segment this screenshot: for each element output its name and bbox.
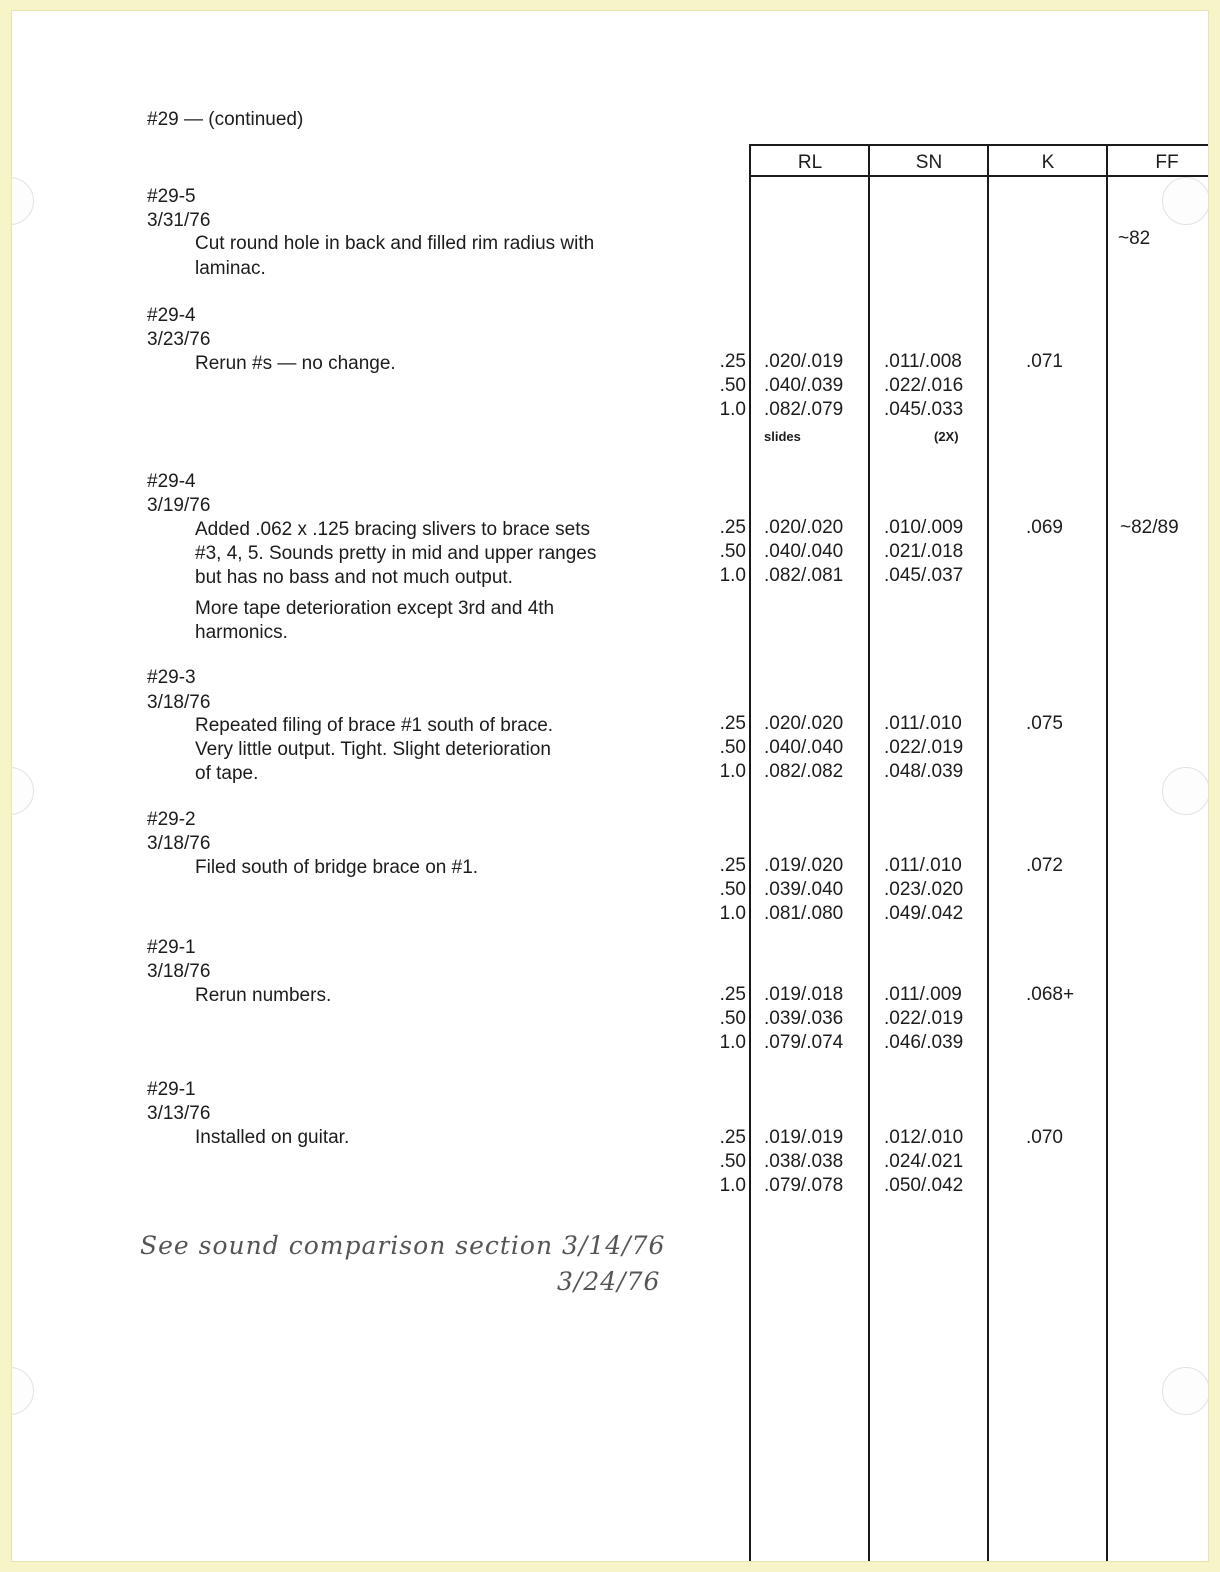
entry-note: Rerun #s — no change. [195, 353, 396, 374]
entry-note: of tape. [195, 763, 259, 784]
sn-value: .011/.010 [884, 713, 962, 734]
scale-label: .50 [719, 879, 746, 900]
scale-label: 1.0 [719, 903, 746, 924]
entry-note: Added .062 x .125 bracing slivers to brace sets [195, 519, 591, 540]
column-divider [749, 144, 751, 1561]
handwritten-date: 3/24/76 [557, 1267, 661, 1296]
sn-value: .022/.019 [884, 737, 964, 758]
page-header: #29 — (continued) [147, 109, 304, 130]
entry-note: laminac. [195, 258, 266, 279]
entry-note: Repeated filing of brace #1 south of brace. [195, 715, 554, 736]
punch-hole [12, 1367, 34, 1415]
sn-value: .012/.010 [884, 1127, 964, 1148]
entry-note: harmonics. [195, 622, 288, 643]
sn-value: .046/.039 [884, 1032, 964, 1053]
sn-value: .011/.010 [884, 855, 962, 876]
entry-note: Filed south of bridge brace on #1. [195, 857, 479, 878]
rl-value: .079/.074 [764, 1032, 844, 1053]
ff-value: ~82/89 [1120, 517, 1179, 538]
sn-value: .022/.019 [884, 1008, 964, 1029]
rl-value: .019/.020 [764, 855, 844, 876]
k-value: .069 [1026, 517, 1063, 538]
entry-note: but has no bass and not much output. [195, 567, 513, 588]
scale-label: .25 [719, 517, 746, 538]
entry-id: #29-5 [147, 186, 196, 207]
sn-value: .022/.016 [884, 375, 964, 396]
entry-note: Installed on guitar. [195, 1127, 350, 1148]
scale-label: 1.0 [719, 1175, 746, 1196]
ff-value: ~82 [1118, 228, 1151, 249]
sn-value: .049/.042 [884, 903, 964, 924]
header-rule [749, 175, 1208, 177]
column-header-k: K [1041, 152, 1055, 173]
scale-label: .25 [719, 984, 746, 1005]
rl-value: .082/.082 [764, 761, 844, 782]
sn-value: .045/.033 [884, 399, 964, 420]
sn-value: .011/.009 [884, 984, 962, 1005]
rl-value: .040/.039 [764, 375, 844, 396]
scale-label: .50 [719, 1151, 746, 1172]
scale-label: .50 [719, 1008, 746, 1029]
rl-value: .079/.078 [764, 1175, 844, 1196]
sn-value: .045/.037 [884, 565, 964, 586]
entry-note: Very little output. Tight. Slight deterioration [195, 739, 551, 760]
scale-label: 1.0 [719, 1032, 746, 1053]
entry-id: #29-3 [147, 667, 196, 688]
scale-label: .25 [719, 713, 746, 734]
entry-date: 3/13/76 [147, 1103, 211, 1124]
rl-value: .040/.040 [764, 737, 844, 758]
entry-id: #29-2 [147, 809, 196, 830]
scale-label: .50 [719, 375, 746, 396]
handwritten-note: See sound comparison section 3/14/76 [140, 1231, 666, 1260]
scale-label: .25 [719, 855, 746, 876]
rl-value: .020/.019 [764, 351, 844, 372]
entry-date: 3/23/76 [147, 329, 211, 350]
k-value: .068+ [1026, 984, 1075, 1005]
entry-note: Cut round hole in back and filled rim radius with [195, 233, 595, 254]
scale-label: .50 [719, 737, 746, 758]
rl-value: .082/.079 [764, 399, 844, 420]
rl-value: .038/.038 [764, 1151, 844, 1172]
scale-label: .50 [719, 541, 746, 562]
entry-note: More tape deterioration except 3rd and 4th [195, 598, 555, 619]
entry-note: Rerun numbers. [195, 985, 332, 1006]
column-divider [868, 144, 870, 1561]
punch-hole [12, 767, 34, 815]
sn-value: .050/.042 [884, 1175, 964, 1196]
entry-date: 3/31/76 [147, 210, 211, 231]
table-top-rule [749, 144, 1208, 146]
sn-value: .021/.018 [884, 541, 964, 562]
sn-value: .024/.021 [884, 1151, 964, 1172]
column-divider [987, 144, 989, 1561]
column-header-rl: RL [797, 152, 823, 173]
rl-value: .040/.040 [764, 541, 844, 562]
rl-value: .082/.081 [764, 565, 844, 586]
sn-value: .011/.008 [884, 351, 962, 372]
scale-label: .25 [719, 1127, 746, 1148]
sn-note: (2X) [934, 429, 959, 444]
scale-label: 1.0 [719, 399, 746, 420]
rl-value: .039/.040 [764, 879, 844, 900]
entry-date: 3/19/76 [147, 495, 211, 516]
rl-value: .020/.020 [764, 517, 844, 538]
scale-label: 1.0 [719, 761, 746, 782]
k-value: .070 [1026, 1127, 1063, 1148]
entry-id: #29-1 [147, 937, 196, 958]
sn-value: .010/.009 [884, 517, 964, 538]
entry-note: #3, 4, 5. Sounds pretty in mid and upper ranges [195, 543, 597, 564]
entry-date: 3/18/76 [147, 692, 211, 713]
punch-hole [1162, 177, 1208, 225]
sn-value: .023/.020 [884, 879, 964, 900]
column-divider [1106, 144, 1108, 1561]
scale-label: .25 [719, 351, 746, 372]
rl-value: .081/.080 [764, 903, 844, 924]
rl-value: .039/.036 [764, 1008, 844, 1029]
column-header-sn: SN [915, 152, 943, 173]
entry-date: 3/18/76 [147, 961, 211, 982]
rl-note: slides [764, 429, 801, 444]
entry-id: #29-4 [147, 471, 196, 492]
entry-id: #29-4 [147, 305, 196, 326]
k-value: .071 [1026, 351, 1063, 372]
rl-value: .019/.018 [764, 984, 844, 1005]
scale-label: 1.0 [719, 565, 746, 586]
k-value: .075 [1026, 713, 1063, 734]
punch-hole [12, 177, 34, 225]
punch-hole [1162, 767, 1208, 815]
document-page [12, 11, 1208, 1561]
punch-hole [1162, 1367, 1208, 1415]
column-header-ff: FF [1155, 152, 1179, 173]
rl-value: .020/.020 [764, 713, 844, 734]
entry-date: 3/18/76 [147, 833, 211, 854]
sn-value: .048/.039 [884, 761, 964, 782]
rl-value: .019/.019 [764, 1127, 844, 1148]
entry-id: #29-1 [147, 1079, 196, 1100]
k-value: .072 [1026, 855, 1063, 876]
